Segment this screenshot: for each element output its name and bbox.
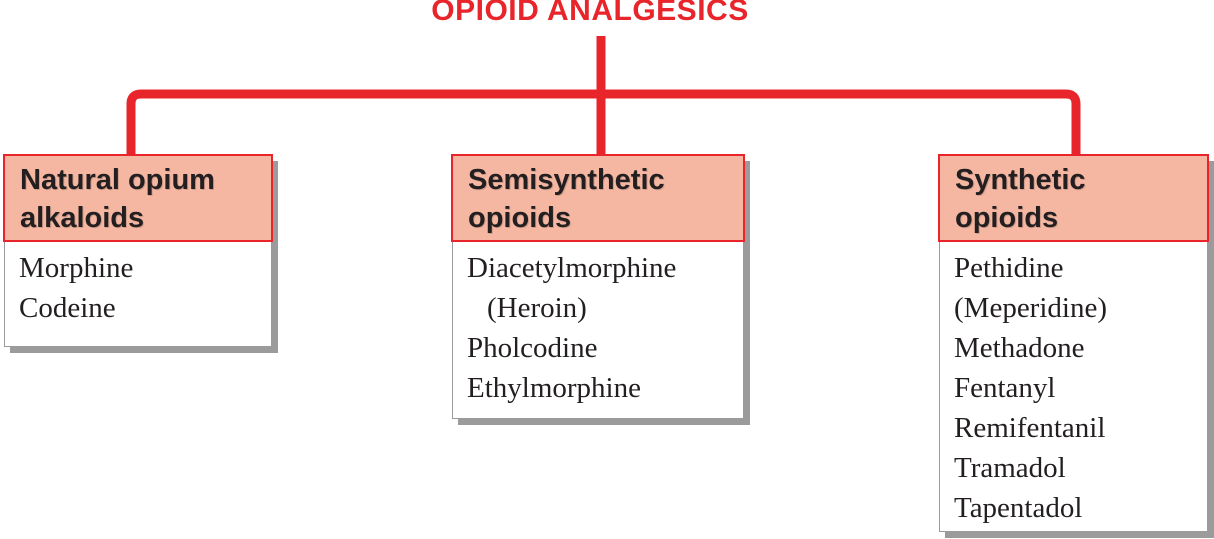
list-item: Remifentanil	[954, 412, 1106, 444]
list-item: (Meperidine)	[954, 292, 1107, 324]
list-item: Pholcodine	[467, 332, 598, 364]
heading-line-2: alkaloids	[20, 202, 145, 234]
list-item: Codeine	[19, 292, 116, 324]
diagram-title: OPIOID ANALGESICS	[0, 0, 1180, 28]
list-item: Methadone	[954, 332, 1085, 364]
list-item: Tramadol	[954, 452, 1066, 484]
drug-list-semisynthetic	[467, 248, 739, 408]
list-item: Fentanyl	[954, 372, 1056, 404]
list-item: (Heroin)	[487, 292, 587, 324]
category-card-natural	[4, 155, 272, 347]
heading-line-1: Natural opium	[20, 164, 215, 196]
heading-line-1: Semisynthetic	[468, 164, 665, 196]
heading-line-2: opioids	[955, 202, 1059, 234]
list-item: Ethylmorphine	[467, 372, 641, 404]
category-heading-semisynthetic	[451, 154, 745, 242]
category-card-semisynthetic	[452, 155, 744, 419]
heading-line-2: opioids	[468, 202, 572, 234]
drug-list-synthetic	[954, 248, 1203, 528]
heading-line-1: Synthetic	[955, 164, 1086, 196]
list-item: Morphine	[19, 252, 134, 284]
list-item: Pethidine	[954, 252, 1064, 284]
list-item: Tapentadol	[954, 492, 1083, 524]
list-item: Diacetylmorphine	[467, 252, 677, 284]
drug-list-natural	[19, 248, 267, 328]
category-heading-natural	[3, 154, 273, 242]
category-heading-synthetic	[938, 154, 1209, 242]
category-card-synthetic	[939, 155, 1208, 532]
